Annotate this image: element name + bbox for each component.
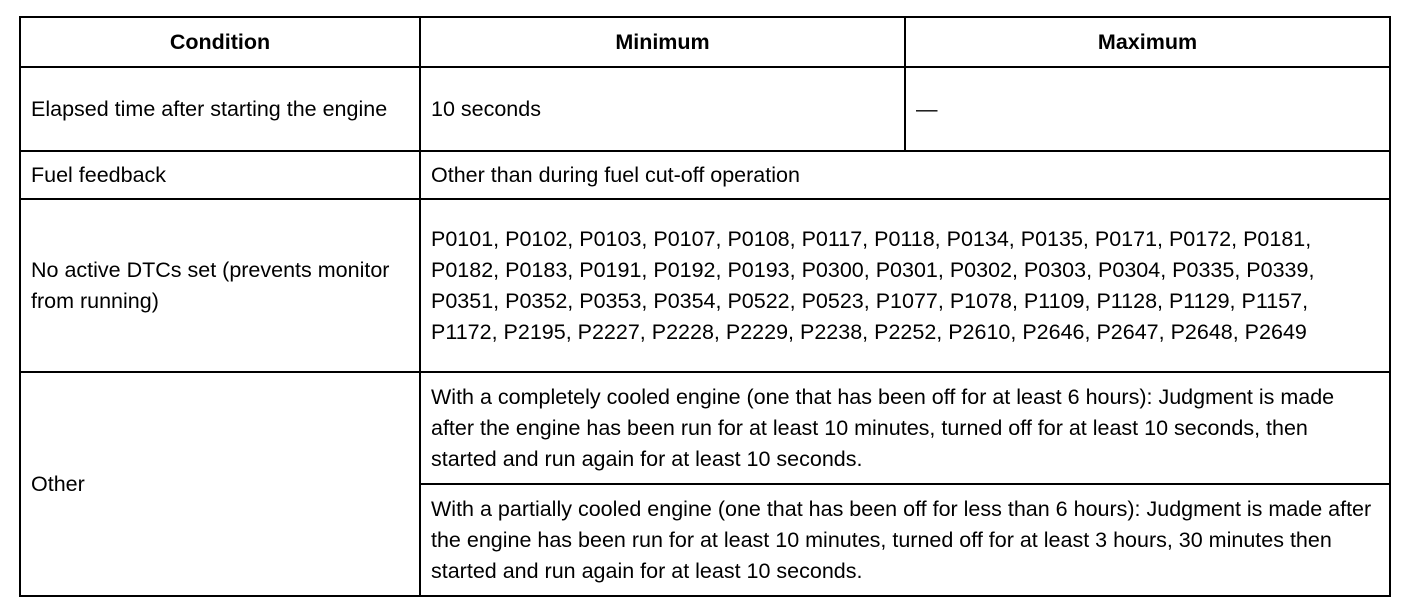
value-cell: Other than during fuel cut-off operation [420,151,1390,199]
condition-cell: Elapsed time after starting the engine [20,67,420,151]
table-row [20,199,1390,372]
value-cell: With a partially cooled engine (one that has been off for less than 6 hours): Judgment is made after the engine has been run for at least 10 minutes, turned off for at least 3 hours, 30 minutes then started and run again for at least 10 seconds. [420,484,1390,596]
condition-cell: Fuel feedback [20,151,420,199]
conditions-table [19,16,1391,597]
table-row [20,372,1390,484]
condition-cell: No active DTCs set (prevents monitor from running) [20,199,420,372]
header-condition: Condition [20,17,420,67]
condition-cell: Other [20,372,420,596]
table-row [20,67,1390,151]
table-row [20,151,1390,199]
header-row [20,17,1390,67]
minimum-cell: 10 seconds [420,67,905,151]
dtc-list-cell: P0101, P0102, P0103, P0107, P0108, P0117, P0118, P0134, P0135, P0171, P0172, P0181, P0182, P0183, P0191, P0192, P0193, P0300, P0301, P0302, P0303, P0304, P0335, P0339, P0351, P0352, P0353, P0354, P0522, P0523, P1077, P1078, P1109, P1128, P1129, P1157, P1172, P2195, P2227, P2228, P2229, P2238, P2252, P2610, P2646, P2647, P2648, P2649 [420,199,1390,372]
header-minimum: Minimum [420,17,905,67]
value-cell: With a completely cooled engine (one that has been off for at least 6 hours): Judgment is made after the engine has been run for at least 10 minutes, turned off for at least 10 seconds, then started and run again for at least 10 seconds. [420,372,1390,484]
header-maximum: Maximum [905,17,1390,67]
maximum-cell: — [905,67,1390,151]
